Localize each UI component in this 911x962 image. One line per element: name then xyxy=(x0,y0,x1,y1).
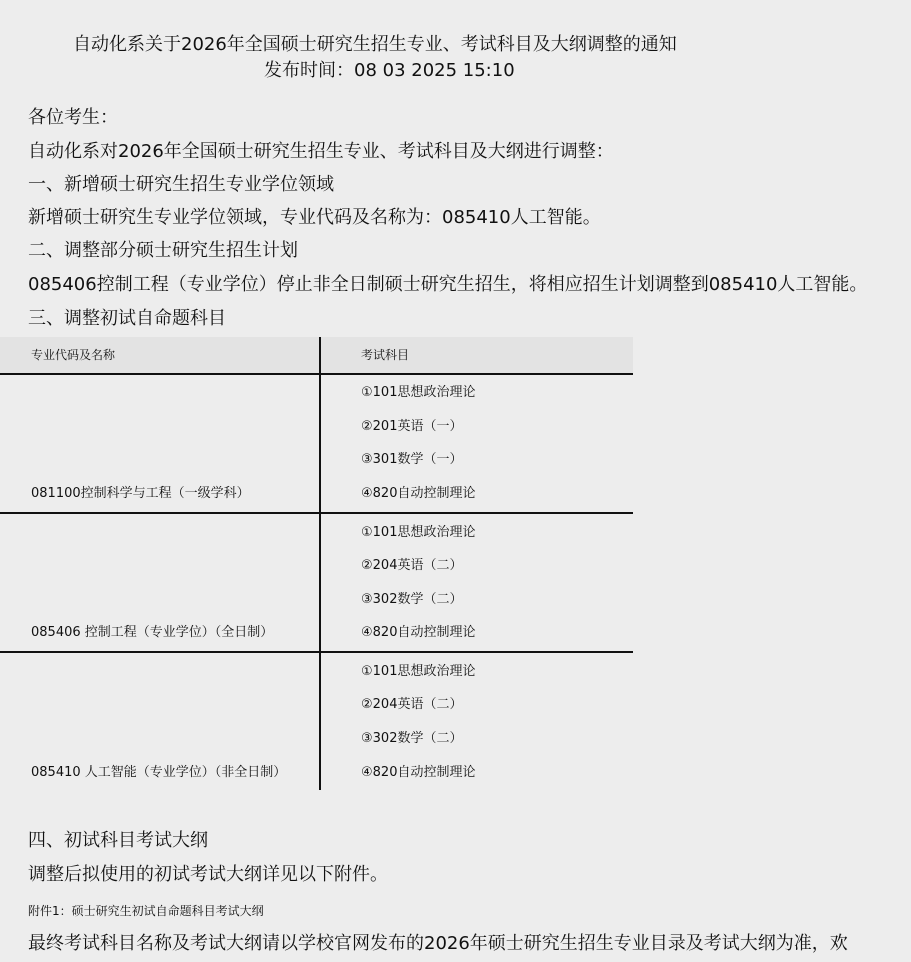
table-header-divider xyxy=(0,373,633,375)
table-row-2-subject-4: ④820自动控制理论 xyxy=(361,625,476,640)
table-column-divider xyxy=(319,337,321,790)
table-row-divider-2 xyxy=(0,651,633,653)
table-row-1-subject-4: ④820自动控制理论 xyxy=(361,486,476,501)
table-row-1-subject-3: ③301数学（一） xyxy=(361,452,463,467)
table-header-subjects: 考试科目 xyxy=(361,348,410,362)
table-row-2-major: 085406 控制工程（专业学位）（全日制） xyxy=(31,625,274,640)
greeting: 各位考生： xyxy=(28,107,118,128)
table-header-major: 专业代码及名称 xyxy=(31,348,116,362)
table-row-3-subject-1: ①101思想政治理论 xyxy=(361,664,476,679)
table-row-2-subject-2: ②204英语（二） xyxy=(361,558,463,573)
table-row-1-subject-1: ①101思想政治理论 xyxy=(361,385,476,400)
table-row-3-subject-4: ④820自动控制理论 xyxy=(361,765,476,780)
table-row-1-subject-2: ②201英语（一） xyxy=(361,419,463,434)
publish-time: 发布时间：08 03 2025 15:10 xyxy=(264,60,515,81)
section-3-title: 三、调整初试自命题科目 xyxy=(28,308,226,329)
table-row-3-major: 085410 人工智能（专业学位）（非全日制） xyxy=(31,765,287,780)
table-row-2-subject-1: ①101思想政治理论 xyxy=(361,525,476,540)
section-4-text: 调整后拟使用的初试考试大纲详见以下附件。 xyxy=(28,864,388,885)
table-row-1-major: 081100控制科学与工程（一级学科） xyxy=(31,486,250,501)
table-row-3-subject-3: ③302数学（二） xyxy=(361,731,463,746)
section-1-text: 新增硕士研究生专业学位领域，专业代码及名称为：085410人工智能。 xyxy=(28,207,601,228)
final-paragraph: 最终考试科目名称及考试大纲请以学校官网发布的2026年硕士研究生招生专业目录及考试大纲为准，欢 xyxy=(28,933,848,954)
intro-paragraph: 自动化系对2026年全国硕士研究生招生专业、考试科目及大纲进行调整： xyxy=(28,141,614,162)
notice-title: 自动化系关于2026年全国硕士研究生招生专业、考试科目及大纲调整的通知 xyxy=(73,34,677,55)
subjects-table xyxy=(0,337,633,790)
section-1-title: 一、新增硕士研究生招生专业学位领域 xyxy=(28,174,334,195)
table-row-3-subject-2: ②204英语（二） xyxy=(361,697,463,712)
section-2-text: 085406控制工程（专业学位）停止非全日制硕士研究生招生，将相应招生计划调整到085410人工智能。 xyxy=(28,274,868,295)
attachment-link[interactable]: 附件1：硕士研究生初试自命题科目考试大纲 xyxy=(28,904,264,918)
table-row-divider-1 xyxy=(0,512,633,514)
section-2-title: 二、调整部分硕士研究生招生计划 xyxy=(28,240,298,261)
table-row-2-subject-3: ③302数学（二） xyxy=(361,592,463,607)
section-4-title: 四、初试科目考试大纲 xyxy=(28,830,208,851)
